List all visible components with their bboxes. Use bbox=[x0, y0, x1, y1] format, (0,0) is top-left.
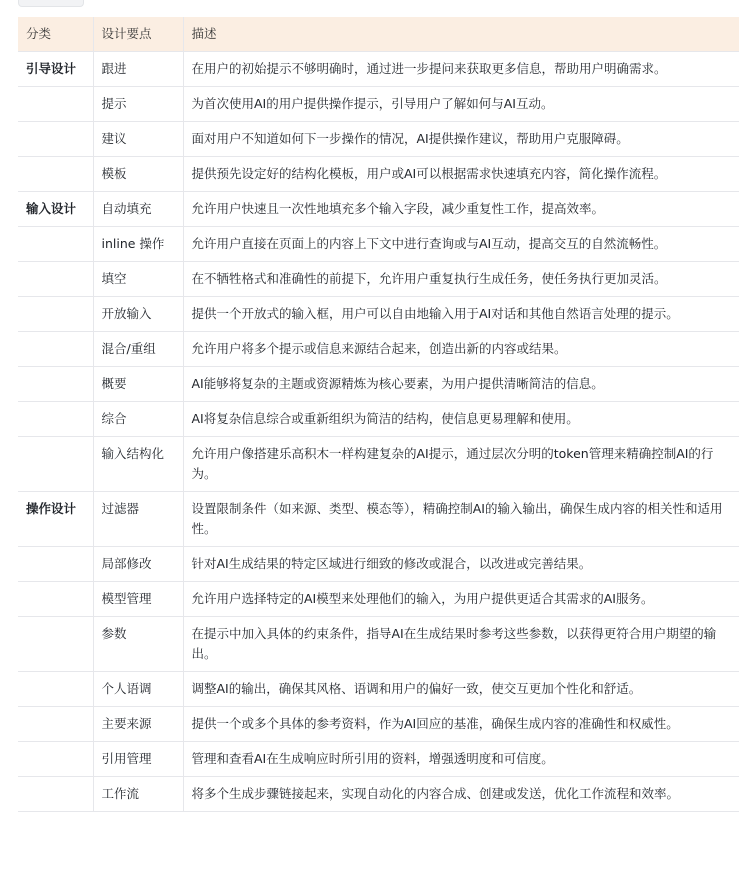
table-row bbox=[18, 492, 739, 547]
design-point-cell: 自动填充 bbox=[93, 192, 183, 227]
description-cell: 提供预先设定好的结构化模板，用户或AI可以根据需求快速填充内容，简化操作流程。 bbox=[183, 157, 739, 192]
category-cell bbox=[18, 402, 93, 437]
table-row bbox=[18, 192, 739, 227]
table-row bbox=[18, 157, 739, 192]
category-cell bbox=[18, 707, 93, 742]
design-point-cell: 提示 bbox=[93, 87, 183, 122]
category-cell bbox=[18, 742, 93, 777]
table-row bbox=[18, 367, 739, 402]
category-cell: 操作设计 bbox=[18, 492, 93, 547]
category-cell bbox=[18, 332, 93, 367]
table-row bbox=[18, 402, 739, 437]
table-row bbox=[18, 742, 739, 777]
description-cell: 将多个生成步骤链接起来，实现自动化的内容合成、创建或发送，优化工作流程和效率。 bbox=[183, 777, 739, 812]
description-cell: AI能够将复杂的主题或资源精炼为核心要素，为用户提供清晰简洁的信息。 bbox=[183, 367, 739, 402]
description-cell: 在不牺牲格式和准确性的前提下，允许用户重复执行生成任务，使任务执行更加灵活。 bbox=[183, 262, 739, 297]
description-cell: 调整AI的输出，确保其风格、语调和用户的偏好一致，使交互更加个性化和舒适。 bbox=[183, 672, 739, 707]
description-cell: 面对用户不知道如何下一步操作的情况，AI提供操作建议，帮助用户克服障碍。 bbox=[183, 122, 739, 157]
category-cell: 输入设计 bbox=[18, 192, 93, 227]
category-cell bbox=[18, 157, 93, 192]
description-cell: 管理和查看AI在生成响应时所引用的资料，增强透明度和可信度。 bbox=[183, 742, 739, 777]
category-cell bbox=[18, 297, 93, 332]
design-point-cell: 参数 bbox=[93, 617, 183, 672]
category-cell bbox=[18, 122, 93, 157]
table-row bbox=[18, 707, 739, 742]
description-cell: 设置限制条件（如来源、类型、模态等），精确控制AI的输入输出，确保生成内容的相关性和适用性。 bbox=[183, 492, 739, 547]
header-category: 分类 bbox=[18, 17, 93, 52]
description-cell: 允许用户像搭建乐高积木一样构建复杂的AI提示，通过层次分明的token管理来精确控制AI的行为。 bbox=[183, 437, 739, 492]
design-point-cell: 模型管理 bbox=[93, 582, 183, 617]
table-row bbox=[18, 437, 739, 492]
description-cell: 为首次使用AI的用户提供操作提示，引导用户了解如何与AI互动。 bbox=[183, 87, 739, 122]
description-cell: 提供一个开放式的输入框，用户可以自由地输入用于AI对话和其他自然语言处理的提示。 bbox=[183, 297, 739, 332]
category-cell bbox=[18, 227, 93, 262]
design-point-cell: 模板 bbox=[93, 157, 183, 192]
design-point-cell: 主要来源 bbox=[93, 707, 183, 742]
design-point-cell: 输入结构化 bbox=[93, 437, 183, 492]
category-cell bbox=[18, 617, 93, 672]
category-cell bbox=[18, 777, 93, 812]
category-cell bbox=[18, 582, 93, 617]
description-cell: 允许用户选择特定的AI模型来处理他们的输入，为用户提供更适合其需求的AI服务。 bbox=[183, 582, 739, 617]
top-tab-fragment bbox=[18, 0, 84, 7]
design-point-cell: 局部修改 bbox=[93, 547, 183, 582]
table-row bbox=[18, 582, 739, 617]
category-cell bbox=[18, 367, 93, 402]
table-row bbox=[18, 547, 739, 582]
table-row bbox=[18, 52, 739, 87]
table-header-row bbox=[18, 17, 739, 52]
description-cell: AI将复杂信息综合或重新组织为简洁的结构，使信息更易理解和使用。 bbox=[183, 402, 739, 437]
description-cell: 在用户的初始提示不够明确时，通过进一步提问来获取更多信息，帮助用户明确需求。 bbox=[183, 52, 739, 87]
description-cell: 在提示中加入具体的约束条件，指导AI在生成结果时参考这些参数，以获得更符合用户期望的输出。 bbox=[183, 617, 739, 672]
table-row bbox=[18, 262, 739, 297]
description-cell: 针对AI生成结果的特定区域进行细致的修改或混合，以改进或完善结果。 bbox=[183, 547, 739, 582]
table-row bbox=[18, 777, 739, 812]
design-point-cell: 混合/重组 bbox=[93, 332, 183, 367]
category-cell bbox=[18, 437, 93, 492]
category-cell: 引导设计 bbox=[18, 52, 93, 87]
design-point-cell: 开放输入 bbox=[93, 297, 183, 332]
description-cell: 允许用户快速且一次性地填充多个输入字段，减少重复性工作，提高效率。 bbox=[183, 192, 739, 227]
design-point-cell: 工作流 bbox=[93, 777, 183, 812]
description-cell: 允许用户将多个提示或信息来源结合起来，创造出新的内容或结果。 bbox=[183, 332, 739, 367]
table-row bbox=[18, 297, 739, 332]
category-cell bbox=[18, 672, 93, 707]
table-row bbox=[18, 332, 739, 367]
category-cell bbox=[18, 262, 93, 297]
design-point-cell: 过滤器 bbox=[93, 492, 183, 547]
design-point-cell: 综合 bbox=[93, 402, 183, 437]
category-cell bbox=[18, 547, 93, 582]
description-cell: 提供一个或多个具体的参考资料，作为AI回应的基准，确保生成内容的准确性和权威性。 bbox=[183, 707, 739, 742]
design-point-cell: 概要 bbox=[93, 367, 183, 402]
design-point-cell: 个人语调 bbox=[93, 672, 183, 707]
category-cell bbox=[18, 87, 93, 122]
description-cell: 允许用户直接在页面上的内容上下文中进行查询或与AI互动，提高交互的自然流畅性。 bbox=[183, 227, 739, 262]
table-row bbox=[18, 227, 739, 262]
table-row bbox=[18, 122, 739, 157]
design-point-cell: 引用管理 bbox=[93, 742, 183, 777]
table-row bbox=[18, 87, 739, 122]
table-row bbox=[18, 617, 739, 672]
design-points-table bbox=[18, 17, 739, 812]
design-point-cell: 填空 bbox=[93, 262, 183, 297]
table-row bbox=[18, 672, 739, 707]
design-point-cell: 建议 bbox=[93, 122, 183, 157]
design-point-cell: inline 操作 bbox=[93, 227, 183, 262]
header-description: 描述 bbox=[183, 17, 739, 52]
design-point-cell: 跟进 bbox=[93, 52, 183, 87]
header-design-point: 设计要点 bbox=[93, 17, 183, 52]
